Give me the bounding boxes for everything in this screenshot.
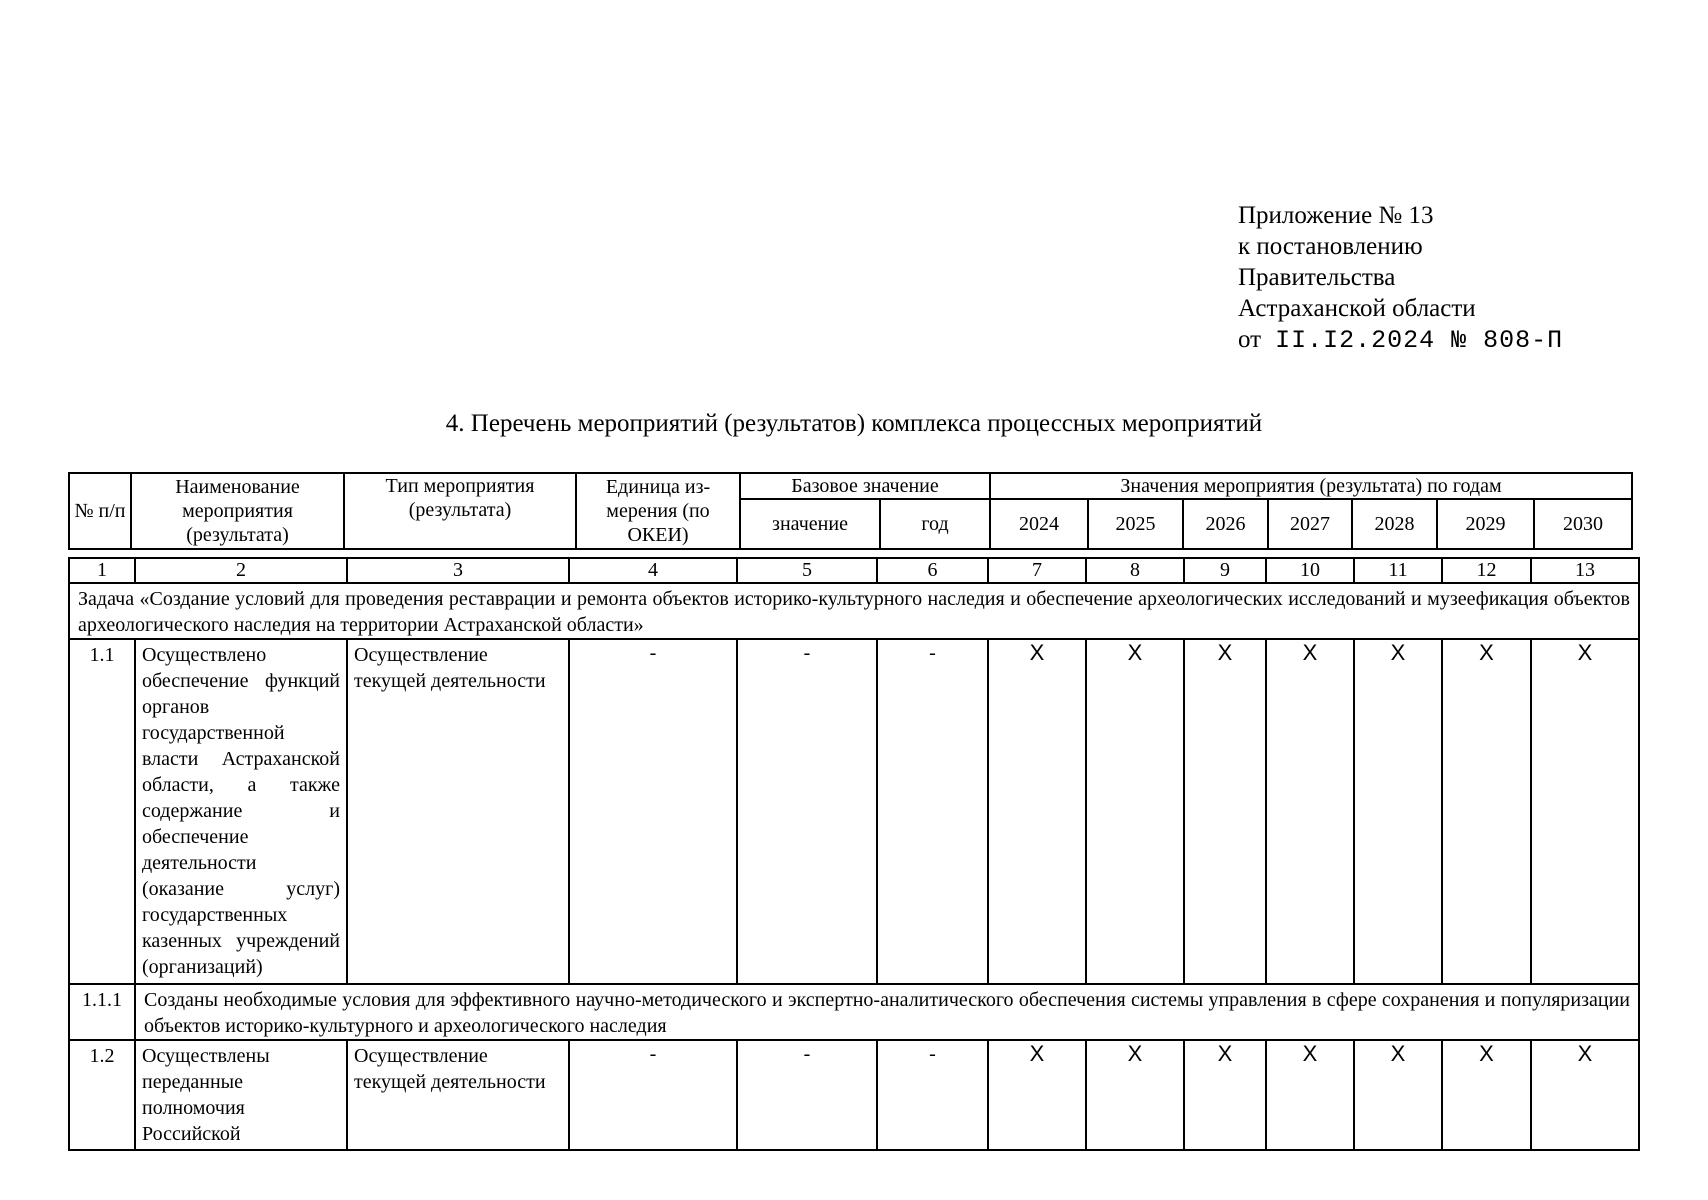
appendix-line: Правительства: [1238, 264, 1396, 291]
task-text: Задача «Создание условий для проведения реставрации и ремонта объектов историко-культурного наследия и обеспечение археологических исследований и музеефикация объектов археологического наследия на территории Астраханской области»: [69, 583, 1639, 639]
row-year-value: X: [1266, 639, 1354, 984]
column-number: 13: [1531, 558, 1639, 583]
column-numbers-row: [69, 558, 1639, 583]
row-year-value: X: [1086, 639, 1184, 984]
header-year: 2028: [1352, 499, 1437, 549]
row-year-value: X: [1442, 1040, 1531, 1150]
row-unit: -: [569, 639, 737, 984]
subresult-row: [69, 984, 1639, 1040]
header-year: 2029: [1437, 499, 1534, 549]
column-number: 10: [1266, 558, 1354, 583]
row-year-value: X: [1184, 1040, 1266, 1150]
column-number: 5: [737, 558, 877, 583]
row-base-year: -: [877, 639, 988, 984]
row-year-value: X: [1266, 1040, 1354, 1150]
row-type: Осуществление текущей деятельности: [347, 639, 569, 984]
column-number: 1: [69, 558, 135, 583]
document-title: 4. Перечень мероприятий (результатов) комплекса процессных мероприятий: [445, 410, 1263, 437]
header-unit: Единица из-мерения (по ОКЕИ): [576, 473, 740, 549]
row-year-value: X: [1354, 639, 1442, 984]
header-base-year: год: [880, 499, 990, 549]
date-number-stamp: II.I2.2024 № 808-П: [1275, 326, 1564, 355]
row-num: 1.2: [69, 1040, 135, 1150]
row-year-value: X: [1086, 1040, 1184, 1150]
header-type: Тип мероприятия (результата): [344, 473, 576, 549]
row-name: Осуществлены переданные полномочия Российской: [135, 1040, 347, 1150]
row-type: Осуществление текущей деятельности: [347, 1040, 569, 1150]
column-number: 9: [1184, 558, 1266, 583]
appendix-date-line: [1238, 324, 1563, 356]
subresult-num: 1.1.1: [69, 984, 135, 1040]
row-year-value: X: [1442, 639, 1531, 984]
row-year-value: X: [1184, 639, 1266, 984]
header-year: 2024: [990, 499, 1088, 549]
header-name: Наименование мероприятия (результата): [131, 473, 344, 549]
appendix-line: Приложение № 13: [1238, 202, 1434, 229]
row-year-value: X: [988, 639, 1086, 984]
row-base-value: -: [737, 1040, 877, 1150]
row-year-value: X: [1354, 1040, 1442, 1150]
row-unit: -: [569, 1040, 737, 1150]
appendix-line: к постановлению: [1238, 233, 1423, 260]
table-body: [68, 557, 1640, 1151]
row-year-value: X: [1531, 1040, 1639, 1150]
row-name: Осуществлено обеспечение функций органов государственной власти Астраханской области, а также содержание и обеспечение деятельности (оказание услуг) государственных казенных учреждений (организаций): [135, 639, 347, 984]
table-row: [69, 639, 1639, 984]
header-year: 2026: [1183, 499, 1268, 549]
row-year-value: X: [988, 1040, 1086, 1150]
column-number: 12: [1442, 558, 1531, 583]
row-year-value: X: [1531, 639, 1639, 984]
row-base-value: -: [737, 639, 877, 984]
table-header: [68, 472, 1633, 550]
column-number: 3: [347, 558, 569, 583]
column-number: 7: [988, 558, 1086, 583]
header-base-group: Базовое значение: [740, 473, 990, 499]
column-number: 11: [1354, 558, 1442, 583]
task-row: [69, 583, 1639, 639]
appendix-block: [1238, 200, 1563, 356]
header-year: 2030: [1534, 499, 1632, 549]
row-num: 1.1: [69, 639, 135, 984]
header-base-value: значение: [740, 499, 880, 549]
column-number: 2: [135, 558, 347, 583]
header-year: 2027: [1268, 499, 1352, 549]
header-num: № п/п: [69, 473, 131, 549]
header-year: 2025: [1088, 499, 1183, 549]
column-number: 6: [877, 558, 988, 583]
table-row: [69, 1040, 1639, 1150]
date-prefix: от: [1238, 326, 1262, 353]
row-base-year: -: [877, 1040, 988, 1150]
header-years-group: Значения мероприятия (результата) по годам: [990, 473, 1632, 499]
subresult-text: Созданы необходимые условия для эффективного научно-методического и экспертно-аналитического обеспечения системы управления в сфере сохранения и популяризации объектов историко-культурного и археологического наследия: [135, 984, 1639, 1040]
appendix-line: Астраханской области: [1238, 295, 1476, 322]
column-number: 4: [569, 558, 737, 583]
column-number: 8: [1086, 558, 1184, 583]
